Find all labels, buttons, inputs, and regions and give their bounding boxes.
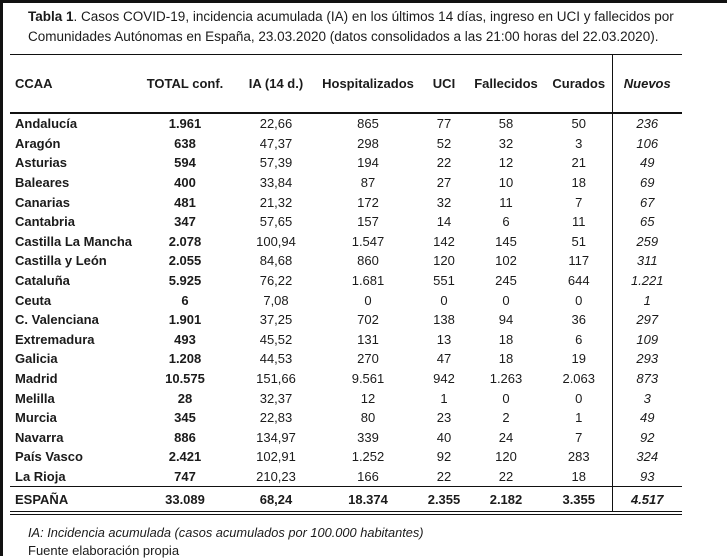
cell-total-conf: 747 (174, 468, 196, 484)
column-header-uci: UCI (422, 55, 466, 114)
table-row (10, 447, 682, 467)
cell-ia-14d: 84,68 (259, 253, 293, 269)
table-row (10, 271, 682, 291)
cell-ccaa: Aragón (15, 135, 61, 151)
cell-uci: 14 (436, 214, 452, 230)
footnote-source: Fuente elaboración propia (28, 543, 180, 558)
column-header-fallecidos: Fallecidos (466, 55, 546, 114)
cell-ia-14d: 22,66 (259, 116, 293, 132)
cell-nuevos: 106 (612, 134, 682, 154)
cell-hospitalizados: 1.681 (351, 273, 385, 289)
covid-table-container (10, 54, 682, 515)
cell-ia-14d: 57,39 (259, 155, 293, 171)
cell-nuevos: 259 (612, 232, 682, 252)
cell-hospitalizados: 0 (364, 292, 372, 308)
cell-hospitalizados: 157 (357, 214, 379, 230)
cell-fallecidos: 6 (502, 214, 510, 230)
cell-ccaa: Andalucía (15, 116, 78, 132)
cell-fallecidos: 245 (495, 273, 517, 289)
table-row (10, 212, 682, 232)
cell-hospitalizados: 270 (357, 351, 379, 367)
cell-ccaa: Baleares (15, 175, 70, 191)
cell-nuevos: 69 (612, 173, 682, 193)
cell-ia-14d: 100,94 (256, 233, 296, 249)
column-header-ccaa: CCAA (10, 55, 132, 114)
cell-uci: 2.355 (422, 487, 466, 514)
cell-ccaa: ESPAÑA (10, 487, 132, 514)
cell-total-conf: 594 (174, 155, 196, 171)
table-row (10, 232, 682, 252)
cell-curados: 18 (571, 468, 586, 484)
cell-fallecidos: 18 (498, 351, 514, 367)
cell-fallecidos: 11 (499, 194, 513, 210)
cell-nuevos: 93 (612, 467, 682, 487)
table-row (10, 408, 682, 428)
cell-fallecidos: 2.182 (466, 487, 546, 514)
cell-curados: 0 (575, 292, 583, 308)
cell-curados: 36 (571, 312, 586, 328)
cell-fallecidos: 145 (495, 233, 517, 249)
cell-total-conf: 1.901 (168, 312, 202, 328)
page-top-border (0, 0, 727, 3)
cell-nuevos: 873 (612, 369, 682, 389)
cell-ia-14d: 7,08 (263, 292, 289, 308)
cell-total-conf: 5.925 (168, 273, 202, 289)
cell-total-conf: 345 (174, 410, 196, 426)
cell-ia-14d: 33,84 (259, 175, 293, 191)
cell-fallecidos: 32 (498, 135, 514, 151)
cell-uci: 23 (436, 410, 452, 426)
cell-uci: 0 (440, 292, 448, 308)
cell-uci: 22 (436, 468, 452, 484)
cell-total-conf: 10.575 (165, 371, 205, 387)
cell-ia-14d: 210,23 (256, 468, 296, 484)
cell-hospitalizados: 80 (360, 410, 376, 426)
cell-ia-14d: 32,37 (259, 390, 293, 406)
cell-curados: 3 (575, 135, 583, 151)
table-row (10, 134, 682, 154)
table-caption-label: Tabla 1 (28, 9, 74, 24)
cell-total-conf: 33.089 (132, 487, 238, 514)
table-row (10, 310, 682, 330)
cell-hospitalizados: 9.561 (351, 371, 385, 387)
cell-ia-14d: 47,37 (259, 135, 293, 151)
cell-ccaa: Cantabria (15, 214, 75, 230)
cell-ia-14d: 44,53 (259, 351, 293, 367)
cell-ccaa: Navarra (15, 429, 64, 445)
cell-curados: 19 (571, 351, 586, 367)
footnote-ia-definition: IA: Incidencia acumulada (casos acumulados por 100.000 habitantes) (28, 525, 424, 540)
cell-total-conf: 1.961 (168, 116, 202, 132)
cell-fallecidos: 58 (498, 116, 514, 132)
cell-ia-14d: 57,65 (259, 214, 293, 230)
cell-uci: 92 (436, 449, 452, 465)
header-row (10, 55, 682, 114)
cell-total-conf: 638 (174, 135, 196, 151)
cell-uci: 13 (436, 331, 452, 347)
cell-ia-14d: 68,24 (238, 487, 314, 514)
table-caption (28, 7, 700, 47)
cell-uci: 40 (436, 429, 452, 445)
cell-total-conf: 493 (174, 331, 196, 347)
cell-ia-14d: 37,25 (259, 312, 293, 328)
cell-total-conf: 347 (174, 214, 196, 230)
table-header (10, 55, 682, 114)
cell-nuevos: 65 (612, 212, 682, 232)
cell-fallecidos: 102 (495, 253, 517, 269)
cell-ccaa: Madrid (15, 371, 58, 387)
cell-ia-14d: 76,22 (259, 273, 293, 289)
cell-uci: 138 (433, 312, 455, 328)
cell-nuevos: 293 (612, 349, 682, 369)
table-row (10, 369, 682, 389)
cell-fallecidos: 10 (498, 175, 514, 191)
cell-nuevos: 297 (612, 310, 682, 330)
cell-ccaa: Extremadura (15, 331, 95, 347)
cell-fallecidos: 22 (498, 468, 514, 484)
table-row (10, 192, 682, 212)
cell-curados: 0 (575, 390, 583, 406)
cell-uci: 52 (436, 135, 452, 151)
cell-hospitalizados: 12 (360, 390, 376, 406)
cell-hospitalizados: 194 (357, 155, 379, 171)
cell-total-conf: 2.055 (168, 253, 202, 269)
cell-curados: 283 (567, 449, 590, 465)
cell-uci: 1 (440, 390, 448, 406)
cell-curados: 50 (571, 116, 586, 132)
cell-curados: 51 (571, 233, 586, 249)
cell-uci: 47 (436, 351, 452, 367)
cell-ia-14d: 151,66 (256, 371, 296, 387)
cell-ccaa: Ceuta (15, 292, 52, 308)
cell-ccaa: Murcia (15, 410, 57, 426)
table-row (10, 173, 682, 193)
cell-hospitalizados: 298 (357, 135, 379, 151)
cell-hospitalizados: 865 (357, 116, 379, 132)
cell-ia-14d: 134,97 (256, 429, 296, 445)
cell-ccaa: La Rioja (15, 468, 66, 484)
cell-nuevos: 49 (612, 408, 682, 428)
cell-uci: 142 (433, 233, 455, 249)
cell-hospitalizados: 1.252 (351, 449, 385, 465)
table-row (10, 388, 682, 408)
cell-uci: 77 (436, 116, 452, 132)
cell-curados: 7 (575, 194, 583, 210)
column-header-ia-14d: IA (14 d.) (238, 55, 314, 114)
covid-table (10, 54, 682, 515)
cell-curados: 1 (575, 410, 583, 426)
cell-ccaa: Castilla y León (15, 253, 107, 269)
cell-nuevos: 67 (612, 192, 682, 212)
cell-fallecidos: 1.263 (489, 371, 523, 387)
table-row (10, 467, 682, 487)
cell-nuevos: 236 (612, 113, 682, 134)
cell-uci: 120 (433, 253, 455, 269)
cell-curados: 21 (571, 155, 586, 171)
table-row (10, 428, 682, 448)
cell-fallecidos: 120 (495, 449, 517, 465)
cell-total-conf: 2.078 (168, 233, 202, 249)
cell-ccaa: C. Valenciana (15, 312, 99, 328)
cell-hospitalizados: 18.374 (314, 487, 422, 514)
cell-fallecidos: 94 (498, 312, 514, 328)
cell-nuevos: 3 (612, 388, 682, 408)
cell-ia-14d: 102,91 (256, 449, 296, 465)
cell-fallecidos: 18 (498, 331, 514, 347)
cell-total-conf: 886 (174, 429, 196, 445)
cell-nuevos: 49 (612, 153, 682, 173)
footnotes (28, 524, 688, 560)
cell-curados: 11 (572, 214, 586, 230)
cell-curados: 6 (575, 331, 583, 347)
table-row (10, 153, 682, 173)
table-row (10, 251, 682, 271)
cell-ccaa: Melilla (15, 390, 55, 406)
column-header-total-conf: TOTAL conf. (132, 55, 238, 114)
cell-uci: 27 (436, 175, 452, 191)
cell-uci: 551 (433, 273, 455, 289)
cell-uci: 942 (433, 371, 455, 387)
cell-ccaa: Asturias (15, 155, 68, 171)
cell-curados: 7 (575, 429, 583, 445)
column-header-curados: Curados (546, 55, 612, 114)
cell-hospitalizados: 166 (357, 468, 379, 484)
column-header-nuevos: Nuevos (612, 55, 682, 114)
cell-hospitalizados: 702 (357, 312, 379, 328)
cell-total-conf: 28 (177, 390, 193, 406)
table-row (10, 330, 682, 350)
table-row (10, 349, 682, 369)
cell-hospitalizados: 131 (357, 331, 379, 347)
cell-hospitalizados: 1.547 (351, 233, 385, 249)
page-left-border (0, 0, 3, 556)
cell-nuevos: 109 (612, 330, 682, 350)
cell-hospitalizados: 339 (357, 429, 379, 445)
cell-total-conf: 6 (181, 292, 189, 308)
table-row (10, 290, 682, 310)
cell-ia-14d: 21,32 (259, 194, 293, 210)
cell-hospitalizados: 860 (357, 253, 379, 269)
cell-ia-14d: 45,52 (259, 331, 293, 347)
cell-nuevos: 4.517 (612, 487, 682, 514)
cell-nuevos: 92 (612, 428, 682, 448)
column-header-hospitalizados: Hospitalizados (314, 55, 422, 114)
table-footer (10, 487, 682, 514)
cell-ccaa: Canarias (15, 194, 70, 210)
cell-fallecidos: 24 (498, 429, 514, 445)
cell-total-conf: 2.421 (168, 449, 202, 465)
cell-total-conf: 400 (174, 175, 196, 191)
cell-fallecidos: 12 (498, 155, 514, 171)
cell-ccaa: Galicia (15, 351, 58, 367)
cell-nuevos: 1 (612, 290, 682, 310)
table-body (10, 113, 682, 487)
cell-nuevos: 1.221 (612, 271, 682, 291)
cell-uci: 32 (436, 194, 452, 210)
cell-ia-14d: 22,83 (259, 410, 293, 426)
cell-total-conf: 1.208 (168, 351, 202, 367)
cell-ccaa: País Vasco (15, 449, 83, 465)
table-row (10, 113, 682, 134)
cell-hospitalizados: 87 (360, 175, 376, 191)
cell-curados: 644 (567, 273, 590, 289)
cell-fallecidos: 2 (502, 410, 510, 426)
table-caption-text: . Casos COVID-19, incidencia acumulada (IA) en los últimos 14 días, ingreso en UCI y fallecidos por Comunidades Autónomas en España, 23.03.2020 (datos consolidados a las 21:00 horas del 22.03.2020). (28, 9, 674, 44)
cell-ccaa: Castilla La Mancha (15, 233, 133, 249)
cell-uci: 22 (436, 155, 452, 171)
cell-curados: 18 (571, 175, 586, 191)
cell-fallecidos: 0 (502, 390, 510, 406)
cell-nuevos: 324 (612, 447, 682, 467)
total-row (10, 487, 682, 514)
cell-curados: 3.355 (546, 487, 612, 514)
cell-curados: 117 (568, 253, 590, 269)
cell-ccaa: Cataluña (15, 273, 70, 289)
cell-total-conf: 481 (174, 194, 196, 210)
cell-hospitalizados: 172 (357, 194, 379, 210)
cell-nuevos: 311 (612, 251, 682, 271)
cell-curados: 2.063 (562, 371, 596, 387)
cell-fallecidos: 0 (502, 292, 510, 308)
